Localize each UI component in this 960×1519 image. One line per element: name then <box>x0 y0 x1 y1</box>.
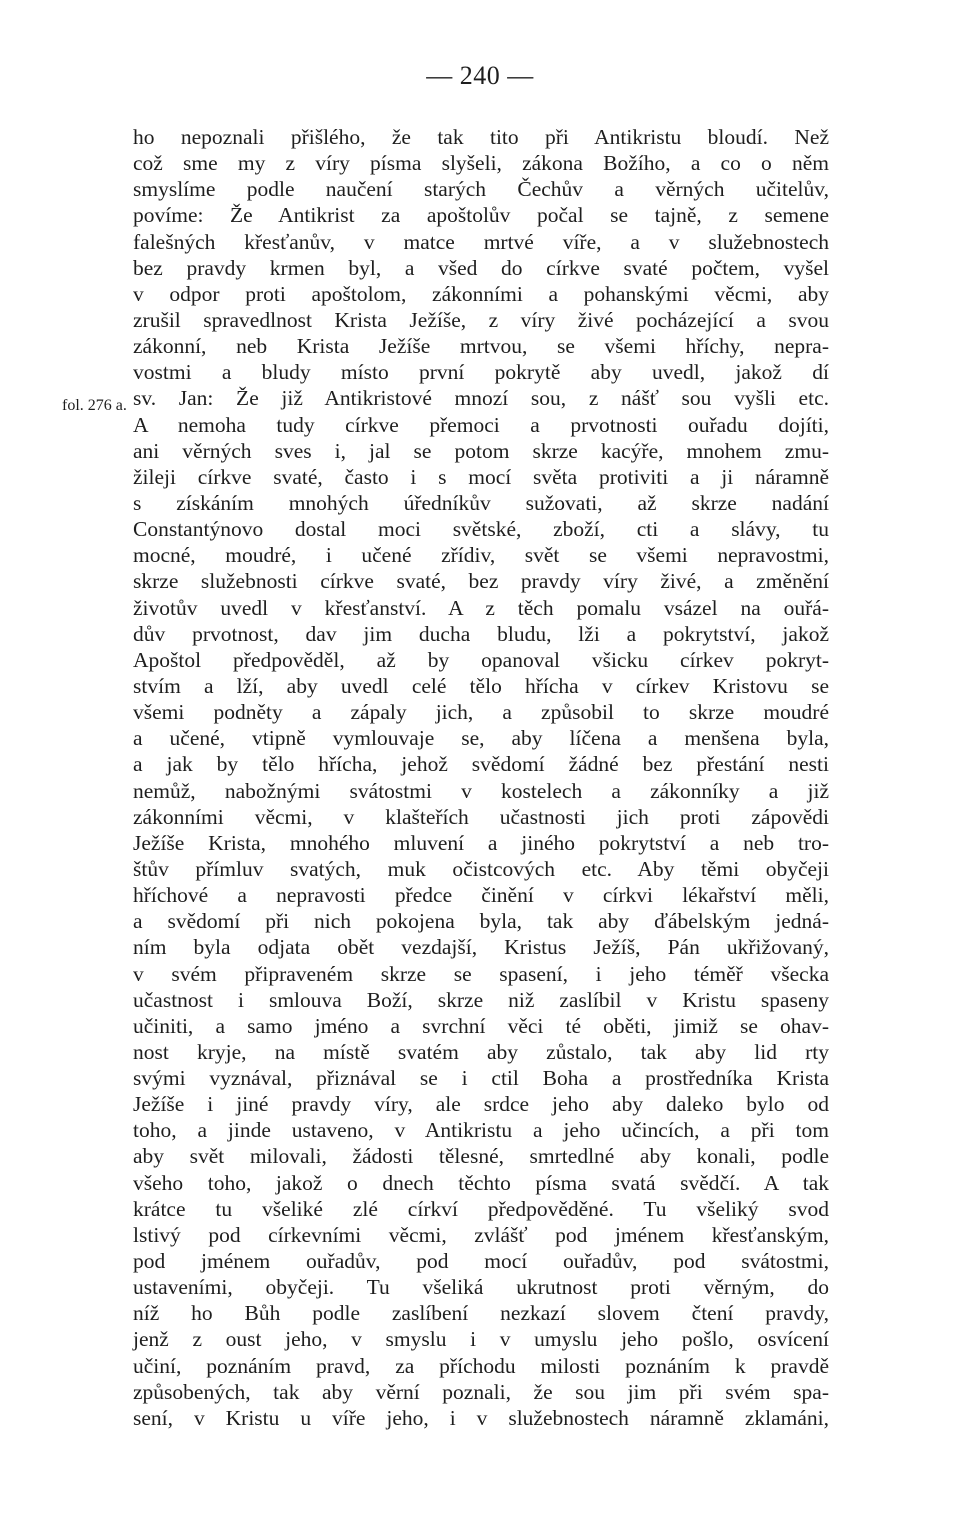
text-line: což sme my z víry písma slyšeli, zákona Božího, a co o něm <box>133 151 829 176</box>
text-line: krátce tu všeliké zlé církví předpověděné. Tu všeliký svod <box>133 1196 829 1221</box>
text-line: zákonní, neb Krista Ježíše mrtvou, se všemi hříchy, nepra- <box>133 334 829 359</box>
text-line: skrze služebnosti církve svaté, bez pravdy víry živé, a změnění <box>133 569 829 594</box>
text-line: učiniti, a samo jméno a svrchní věci té oběti, jimiž se ohav- <box>133 1013 829 1038</box>
text-line: nost kryje, na místě svatém aby zůstalo, tak aby lid rty <box>133 1039 829 1064</box>
text-line: smyslíme podle naučení starých Čechův a věrných učitelův, <box>133 177 829 202</box>
text-line: všemi podněty a zápaly jich, a způsobil to skrze moudré <box>133 700 829 725</box>
text-line: toho, a jinde ustaveno, v Antikristu a jeho učincích, a při tom <box>133 1118 829 1143</box>
text-line: povíme: Že Antikrist za apoštolův počal se tajně, z semene <box>133 203 829 228</box>
text-line: Ježíše Krista, mnohého mluvení a jiného pokrytství a neb tro- <box>133 830 829 855</box>
text-line: a svědomí při nich pokojena byla, tak aby ďábelským jedná- <box>133 909 829 934</box>
text-line: ani věrných sves i, jal se potom skrze kacýře, mnohem zmu- <box>133 438 829 463</box>
text-line: žileji církve svaté, často i s mocí světa protiviti a ji náramně <box>133 464 829 489</box>
text-line: níž ho Bůh podle zaslíbení nezkazí slovem čtení pravdy, <box>133 1301 829 1326</box>
text-line: stvím a lží, aby uvedl celé tělo hřícha v církev Kristovu se <box>133 673 829 698</box>
text-line: učiní, poznáním pravd, za příchodu milosti poznáním k pravdě <box>133 1353 829 1378</box>
text-line: všeho toho, jakož o dnech těchto písma svatá svědčí. A tak <box>133 1170 829 1195</box>
text-line: Constantýnovo dostal moci světské, zboží, cti a slávy, tu <box>133 517 829 542</box>
text-line: vostmi a bludy místo první pokrytě aby uvedl, jakož dí <box>133 360 829 385</box>
text-line: sv. Jan: Že již Antikristové mnozí sou, z nášť sou vyšli etc. <box>133 386 829 411</box>
text-line: ustaveními, obyčeji. Tu všeliká ukrutnost proti věrným, do <box>133 1275 829 1300</box>
text-line: v svém připraveném skrze se spasení, i jeho téměř všecka <box>133 961 829 986</box>
text-line: ho nepoznali přišlého, že tak tito při Antikristu bloudí. Než <box>133 125 829 149</box>
text-line: zrušil spravedlnost Krista Ježíše, z víry živé pocházející a svou <box>133 307 829 332</box>
text-line: zákonními věcmi, v klašteřích učastnosti jich proti zápovědi <box>133 804 829 829</box>
text-line: lstivý pod církevními věcmi, zvlášť pod jménem křesťanským, <box>133 1222 829 1247</box>
text-line: Apoštol předpověděl, až by opanoval všicku církev pokryt- <box>133 647 829 672</box>
text-line: sení, v Kristu u víře jeho, i v služebnostech náramně zklamáni, <box>133 1405 829 1430</box>
text-line: životův uvedl v křesťanství. A z těch pomalu vsázel na ouřá- <box>133 595 829 620</box>
page-number: — 240 — <box>426 61 534 90</box>
text-line: svými vyznával, přiznával se i ctil Boha a prostředníka Krista <box>133 1066 829 1091</box>
text-line: aby svět milovali, žádosti tělesné, smrtedlné aby konali, podle <box>133 1144 829 1169</box>
text-line: nemůž, nabožnými svátostmi v kostelech a zákonníky a již <box>133 778 829 803</box>
text-line: hříchové a nepravosti předce činění v církvi lékařství měli, <box>133 883 829 908</box>
text-line: a jak by tělo hřícha, jehož svědomí žádné bez přestání nesti <box>133 752 829 777</box>
text-line: jenž z oust jeho, v smyslu i v umyslu jeho pošlo, osvícení <box>133 1327 829 1352</box>
text-line: mocné, moudré, i učené zřídiv, svět se všemi nepravostmi, <box>133 543 829 568</box>
text-line: Ježíše i jiné pravdy víry, ale srdce jeho aby daleko bylo od <box>133 1092 829 1117</box>
text-line: falešných křesťanův, v matce mrtvé víře, a v služebnostech <box>133 229 829 254</box>
text-line: ním byla odjata obět vezdajší, Kristus Ježíš, Pán ukřižovaný, <box>133 935 829 960</box>
text-line: dův prvotnost, dav jim ducha bludu, lži a pokrytství, jakož <box>133 621 829 646</box>
text-line: učastnost i smlouva Boží, skrze niž zaslíbil v Kristu spaseny <box>133 987 829 1012</box>
body-text <box>133 124 829 1431</box>
margin-note-folio: fol. 276 a. <box>62 397 127 414</box>
text-line: v odpor proti apoštolom, zákonními a pohanskými věcmi, aby <box>133 281 829 306</box>
text-line: a učené, vtipně vymlouvaje se, aby líčena a menšena byla, <box>133 726 829 751</box>
text-line: s získáním mnohých úředníkův sužovati, až skrze nadání <box>133 490 829 515</box>
text-line: pod jménem ouřadův, pod mocí ouřadův, pod svátostmi, <box>133 1249 829 1274</box>
text-line: bez pravdy krmen byl, a všed do církve svaté počtem, vyšel <box>133 255 829 280</box>
text-line: způsobených, tak aby věrní poznali, že sou jim při svém spa- <box>133 1379 829 1404</box>
text-line: štův přímluv svatých, muk očistcových etc. Aby těmi obyčeji <box>133 856 829 881</box>
text-line: A nemoha tudy církve přemoci a prvotnosti ouřadu dojíti, <box>133 412 829 437</box>
